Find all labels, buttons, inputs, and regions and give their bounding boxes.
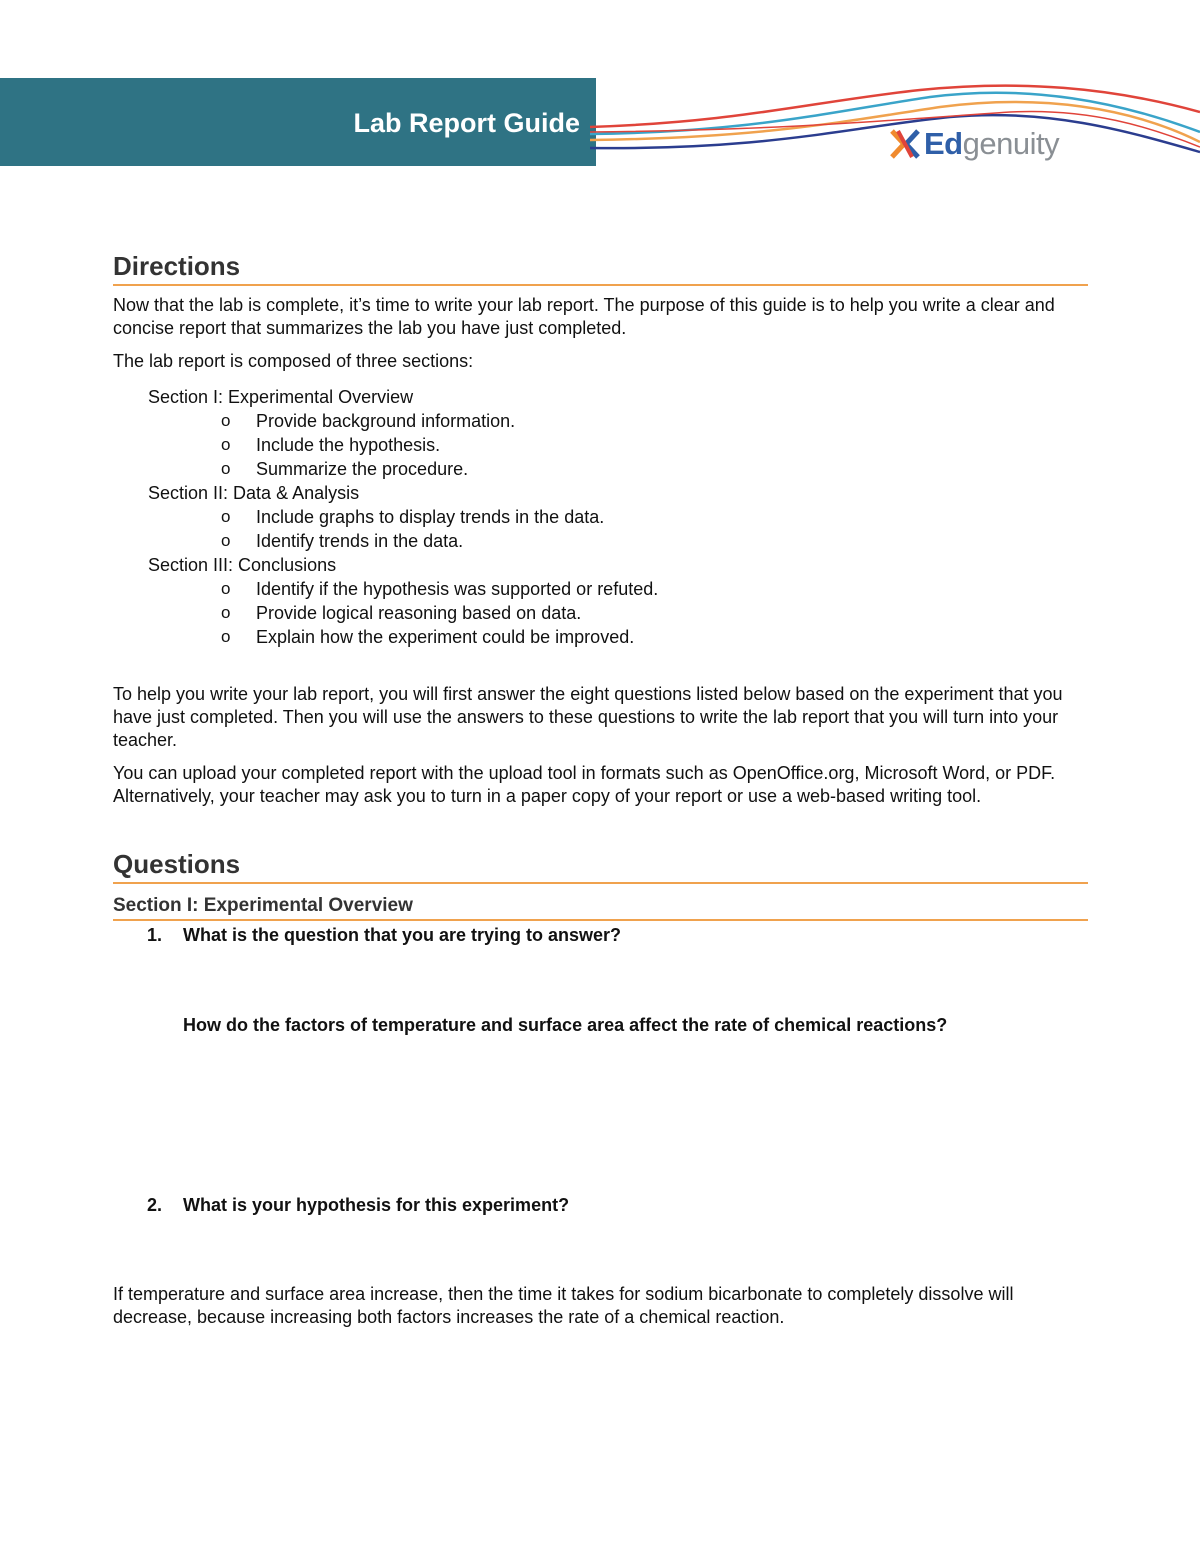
upload-paragraph: You can upload your completed report with the upload tool in formats such as OpenOffice.org, Microsoft Word, or PDF. Alternatively, your teacher may ask you to turn in a paper copy of your report or use a web-based writing tool. [113,763,1056,806]
page-title: Lab Report Guide [353,108,580,138]
logo-text-ed: Ed [924,126,963,161]
edgenuity-x-icon [888,127,922,161]
outline-bullet: o Identify trends in the data. [221,531,464,551]
question-1: 1. What is the question that you are trying to answer? [147,925,622,945]
questions-heading: Questions [113,848,1088,884]
question-2: 2. What is your hypothesis for this experiment? [147,1195,570,1215]
questions-section-heading: Section I: Experimental Overview [113,894,1088,921]
header-banner [0,78,596,166]
edgenuity-logo [888,124,1059,164]
answer-1: How do the factors of temperature and surface area affect the rate of chemical reactions? [183,1015,948,1035]
outline-bullet: o Include the hypothesis. [221,435,441,455]
outline-bullet: o Summarize the procedure. [221,459,469,479]
document-body [113,250,1088,1329]
outline-section-1: Section I: Experimental Overview [148,387,414,407]
outline-section-3: Section III: Conclusions [148,555,337,575]
section-outline [148,385,1088,649]
outline-bullet: o Identify if the hypothesis was supported or refuted. [221,579,659,599]
answer-2: If temperature and surface area increase, then the time it takes for sodium bicarbonate to completely dissolve will decrease, because increasing both factors increases the rate of a chemical reaction. [113,1284,1014,1327]
outline-bullet: o Provide logical reasoning based on data. [221,603,582,623]
outline-section-2: Section II: Data & Analysis [148,483,360,503]
help-paragraph: To help you write your lab report, you will first answer the eight questions listed below based on the experiment that you have just completed. Then you will use the answers to these questions to write the lab report that you will turn into your teacher. [113,684,1063,750]
directions-intro: Now that the lab is complete, it’s time to write your lab report. The purpose of this guide is to help you write a clear and concise report that summarizes the lab you have just completed. [113,295,1055,338]
outline-bullet: o Provide background information. [221,411,516,431]
outline-bullet: o Include graphs to display trends in the data. [221,507,605,527]
outline-bullet: o Explain how the experiment could be improved. [221,627,635,647]
directions-composition: The lab report is composed of three sections: [113,351,474,371]
logo-text-genuity: genuity [962,126,1060,161]
directions-heading: Directions [113,250,1088,286]
